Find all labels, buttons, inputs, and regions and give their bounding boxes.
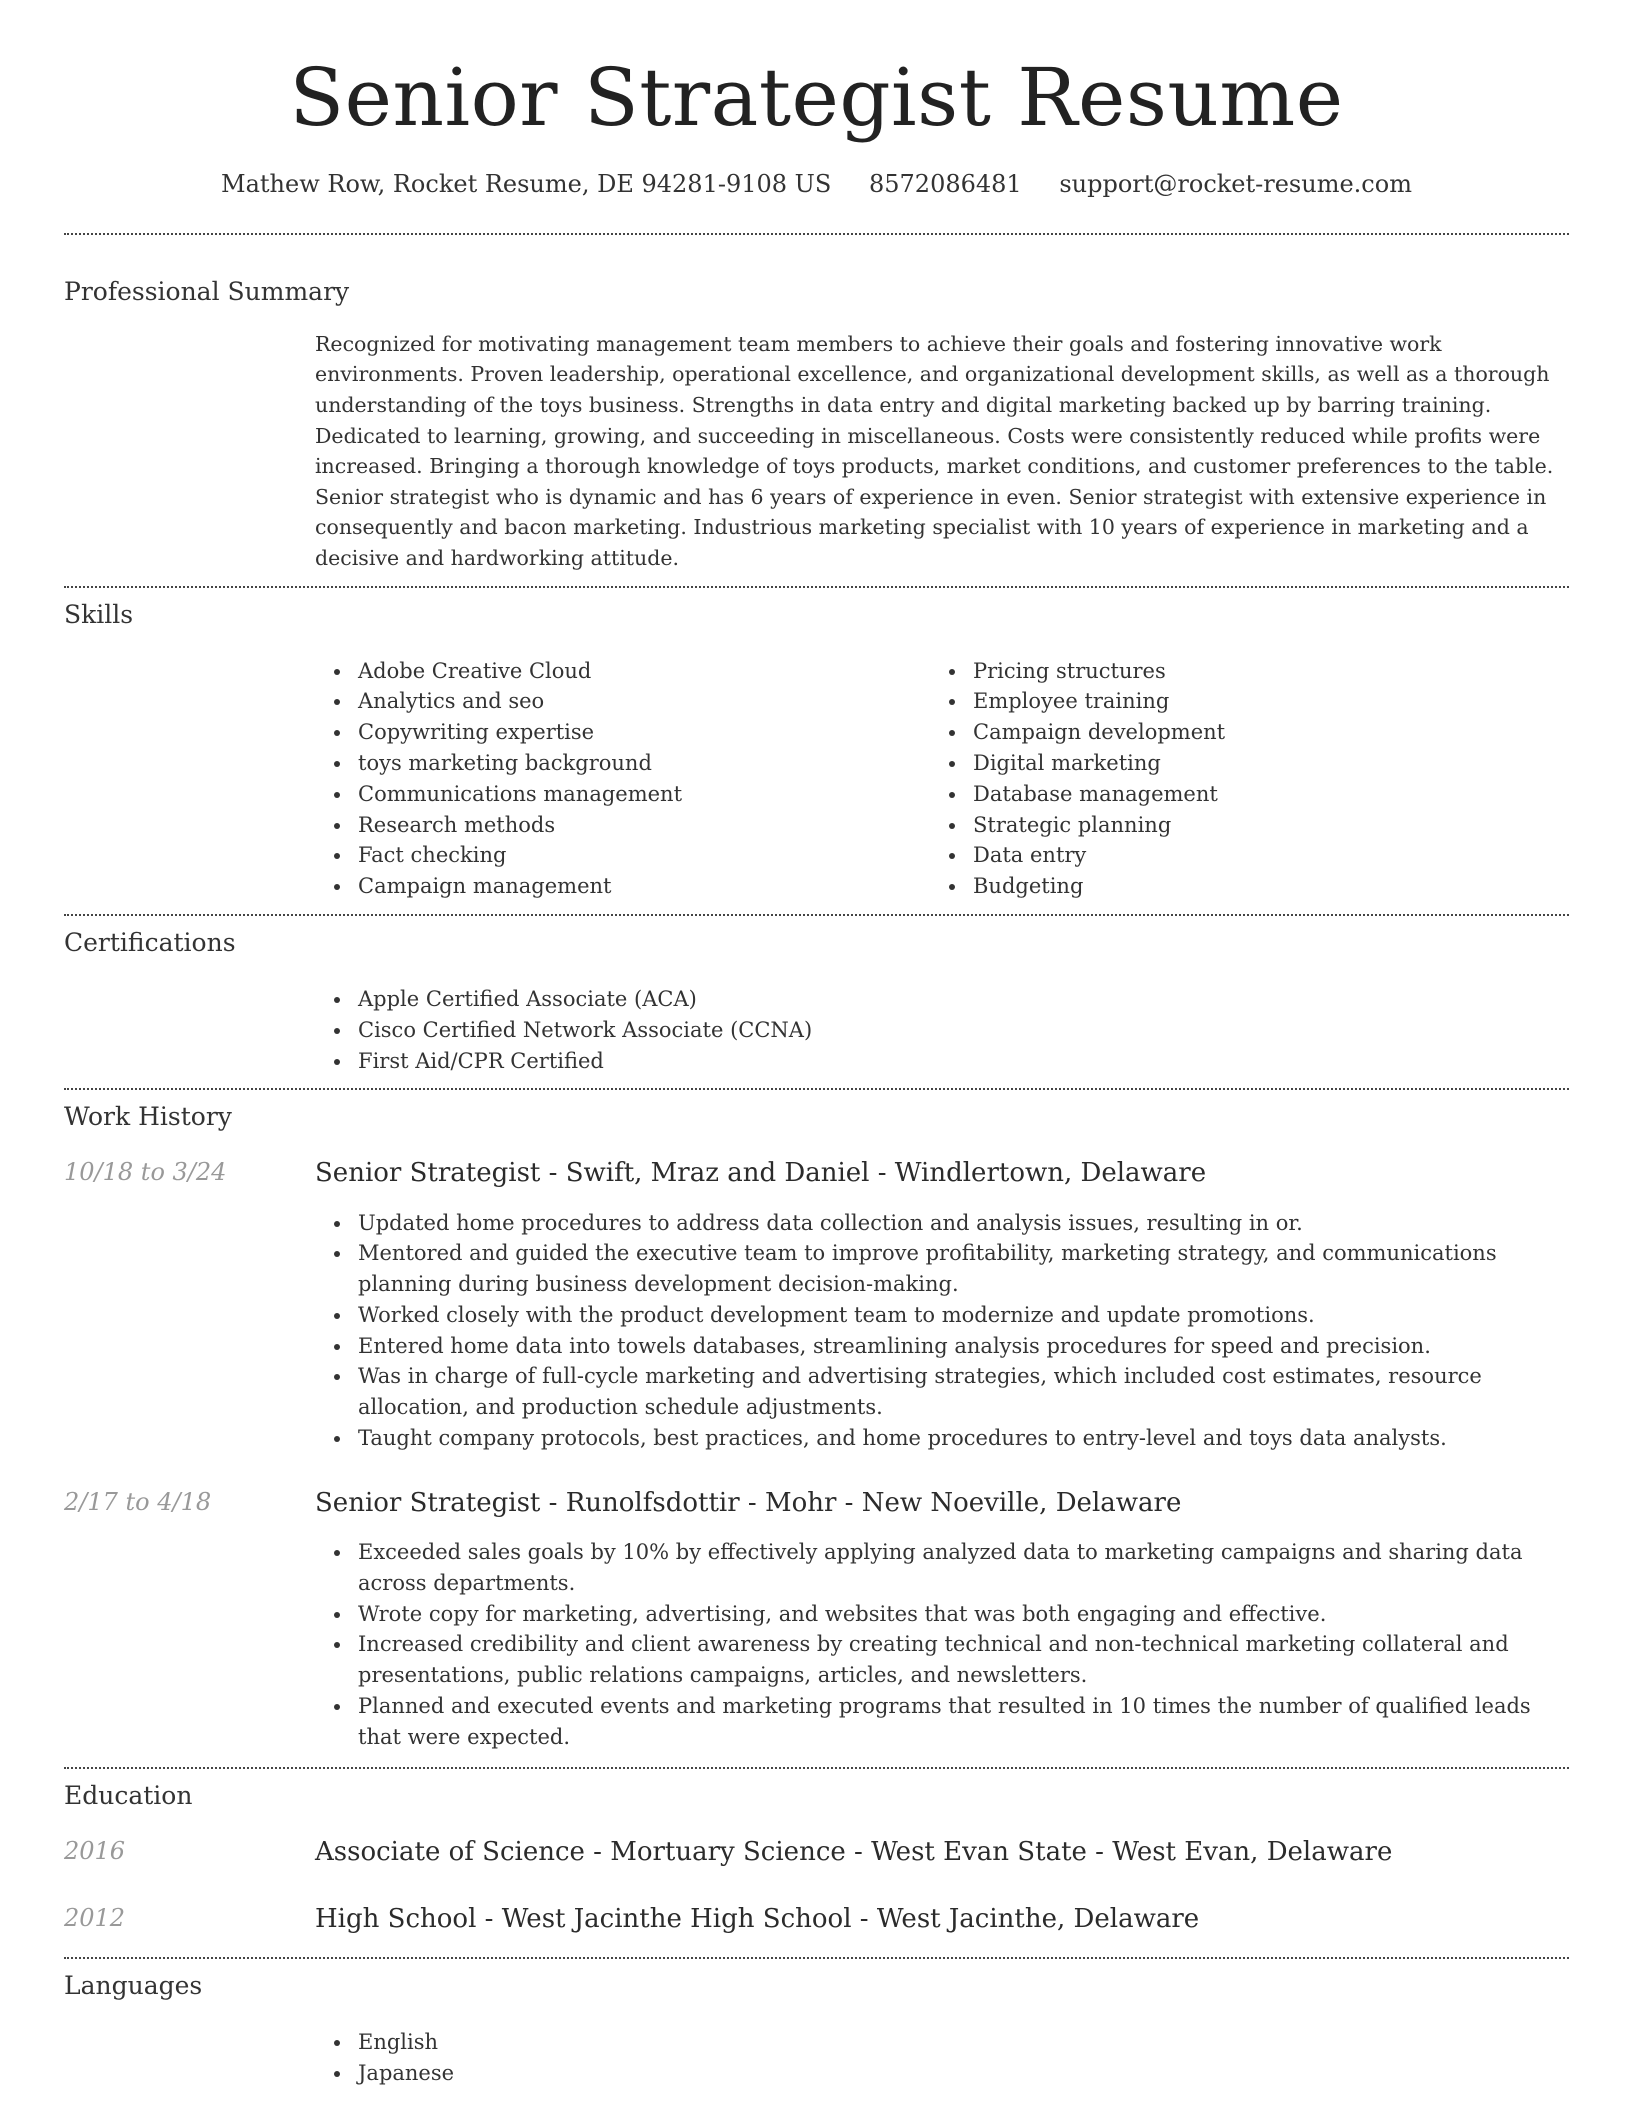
certifications-body: [315, 984, 1569, 1088]
page-title: Senior Strategist Resume: [289, 51, 1344, 144]
skill-item: Campaign development: [930, 717, 1545, 748]
job-bullet: Planned and executed events and marketing programs that resulted in 10 times the number of qualified leads that were expected.: [315, 1691, 1569, 1753]
skill-item: Campaign management: [315, 871, 930, 902]
languages-body: [315, 2027, 1569, 2101]
skill-item: Copywriting expertise: [315, 717, 930, 748]
skill-item: Fact checking: [315, 840, 930, 871]
skill-item: Communications management: [315, 779, 930, 810]
skill-item: Budgeting: [930, 871, 1545, 902]
job-bullet: Worked closely with the product development team to modernize and update promotions.: [315, 1300, 1569, 1331]
skill-item: toys marketing background: [315, 748, 930, 779]
job-bullet: Entered home data into towels databases, streamlining analysis procedures for speed and precision.: [315, 1331, 1569, 1362]
section-heading: Certifications: [64, 927, 236, 957]
job-bullet: Increased credibility and client awareness by creating technical and non-technical marketing collateral and presentations, public relations campaigns, articles, and newsletters.: [315, 1629, 1569, 1691]
skill-item: Strategic planning: [930, 810, 1545, 841]
section-heading: Skills: [64, 599, 134, 629]
certification-item: Apple Certified Associate (ACA): [315, 984, 1569, 1015]
education-year: 2016: [64, 1836, 126, 1865]
certification-item: First Aid/CPR Certified: [315, 1046, 1569, 1077]
job-details: [315, 1488, 1569, 1753]
summary-text: Recognized for motivating management team members to achieve their goals and fostering innovative work environments. Proven leadership, operational excellence, and organizational development skills, as well as a thorough understanding of the toys business. Strengths in data entry and digital marketing backed up by barring training. Dedicated to learning, growing, and succeeding in miscellaneous. Costs were consistently reduced while profits were increased. Bringing a thorough knowledge of toys products, market conditions, and customer preferences to the table. Senior strategist who is dynamic and has 6 years of experience in even. Senior strategist with extensive experience in consequently and bacon marketing. Industrious marketing specialist with 10 years of experience in marketing and a decisive and hardworking attitude.: [315, 331, 1554, 570]
job-bullets: [315, 1537, 1569, 1753]
skill-item: Research methods: [315, 810, 930, 841]
skill-item: Data entry: [930, 840, 1545, 871]
education-entry: [64, 1837, 1569, 1868]
section-heading: Education: [64, 1780, 193, 1810]
section-heading: Languages: [64, 1971, 203, 2001]
job-dates: 10/18 to 3/24: [64, 1158, 227, 1187]
skill-item: Employee training: [930, 686, 1545, 717]
skills-section: [64, 588, 1569, 914]
job-title: Senior Strategist - Runolfsdottir - Mohr - New Noeville, Delaware: [315, 1487, 1182, 1518]
contact-line: [64, 170, 1569, 199]
job-bullet: Wrote copy for marketing, advertising, and websites that was both engaging and effective.: [315, 1599, 1569, 1630]
section-heading: Professional Summary: [64, 276, 350, 306]
job-bullet: Exceeded sales goals by 10% by effectively applying analyzed data to marketing campaigns and sharing data across departments.: [315, 1537, 1569, 1599]
job-dates: 2/17 to 4/18: [64, 1487, 212, 1516]
contact-email: support@rocket-resume.com: [1059, 170, 1412, 198]
certification-item: Cisco Certified Network Associate (CCNA): [315, 1015, 1569, 1046]
job-details: [315, 1158, 1569, 1454]
work-history-section: [64, 1090, 1569, 1766]
languages-section: [64, 1959, 1569, 2101]
skill-item: Digital marketing: [930, 748, 1545, 779]
summary-section: [64, 235, 1569, 586]
job-bullets: [315, 1208, 1569, 1454]
skills-grid: [315, 656, 1569, 914]
education-section: [64, 1769, 1569, 1957]
job-bullet: Updated home procedures to address data collection and analysis issues, resulting in or.: [315, 1208, 1569, 1239]
resume-page: [64, 0, 1569, 2101]
language-item: Japanese: [315, 2058, 1569, 2089]
job-entry: [64, 1488, 1569, 1753]
skills-list-left: [315, 656, 930, 902]
certifications-list: [315, 984, 1569, 1076]
job-bullet: Was in charge of full-cycle marketing and advertising strategies, which included cost estimates, resource allocation, and production schedule adjustments.: [315, 1361, 1569, 1423]
education-title: Associate of Science - Mortuary Science - West Evan State - West Evan, Delaware: [315, 1836, 1393, 1867]
job-title: Senior Strategist - Swift, Mraz and Daniel - Windlertown, Delaware: [315, 1158, 1207, 1189]
education-year: 2012: [64, 1903, 126, 1932]
skill-item: Pricing structures: [930, 656, 1545, 687]
languages-list: [315, 2027, 1569, 2089]
language-item: English: [315, 2027, 1569, 2058]
skill-item: Database management: [930, 779, 1545, 810]
section-heading: Work History: [64, 1102, 232, 1132]
education-entry: [64, 1904, 1569, 1935]
skill-item: Analytics and seo: [315, 686, 930, 717]
job-entry: [64, 1158, 1569, 1454]
education-title: High School - West Jacinthe High School - West Jacinthe, Delaware: [315, 1903, 1200, 1934]
certifications-section: [64, 916, 1569, 1088]
job-bullet: Taught company protocols, best practices, and home procedures to entry-level and toys data analysts.: [315, 1423, 1569, 1454]
job-bullet: Mentored and guided the executive team to improve profitability, marketing strategy, and communications planning during business development decision-making.: [315, 1238, 1569, 1300]
skills-list-right: [930, 656, 1545, 902]
contact-address: Mathew Row, Rocket Resume, DE 94281-9108 US: [221, 170, 832, 198]
skill-item: Adobe Creative Cloud: [315, 656, 930, 687]
contact-phone: 8572086481: [868, 170, 1022, 198]
